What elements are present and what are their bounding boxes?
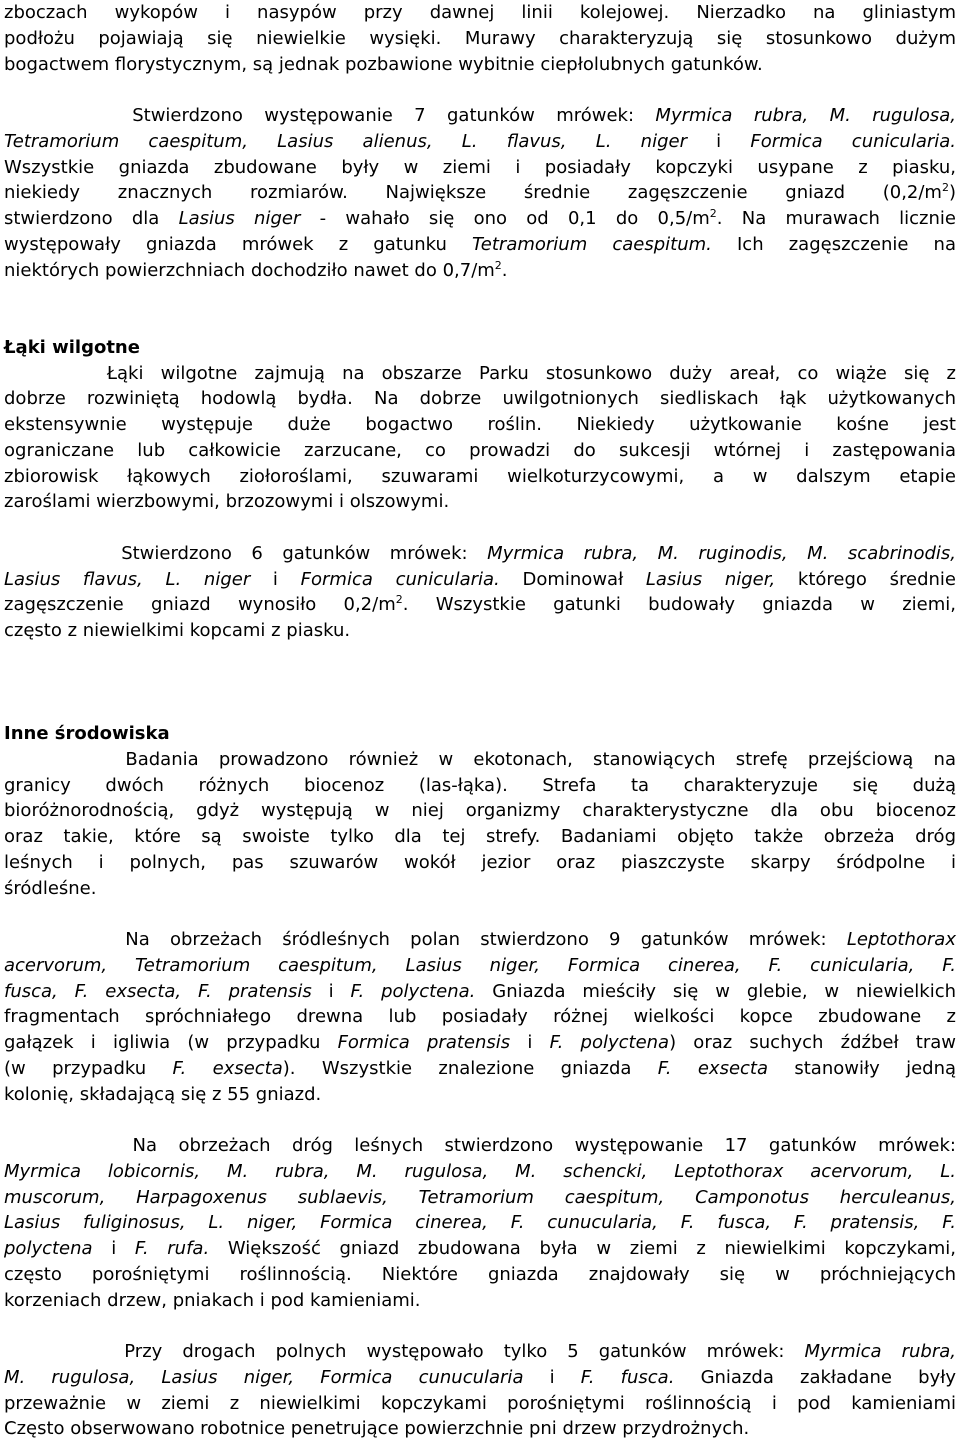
section-heading: Łąki wilgotne	[4, 336, 140, 358]
paragraph-polany	[4, 927, 956, 1107]
text-line	[4, 953, 956, 979]
text-line: bogactwem florystycznym, są jednak pozbawione wybitnie ciepłolubnych gatunków.	[4, 53, 763, 75]
text-line	[4, 1210, 956, 1236]
species-names: Tetramorium caespitum.	[472, 233, 712, 255]
text-line: stwierdzono dla Lasius niger - wahało się ono od 0,1 do $0,5/m^2$. Na murawach licznie	[4, 207, 956, 229]
text-line: zaroślami wierzbowymi, brzozowymi i olszowymi.	[4, 491, 450, 513]
text-line: fragmentach spróchniałego drewna lub posiadały różnej wielkości kopce zbudowane z	[4, 1006, 956, 1028]
text-line: ograniczane lub całkowicie zarzucane, co prowadzi do sukcesji wtórnej i zastępowania	[4, 439, 956, 461]
text-line: Stwierdzono występowanie 7 gatunków mrówek: Myrmica rubra, M. rugulosa,	[4, 105, 956, 126]
text-line: dobrze rozwiniętą hodowlą bydła. Na dobrze uwilgotnionych siedliskach łąk użytkowanych	[4, 388, 956, 410]
species-names: Lasius niger,	[645, 568, 776, 590]
paragraph-drogi-lesne	[4, 1133, 956, 1313]
text-line: korzeniach drzew, pniakach i pod kamieniami.	[4, 1289, 421, 1311]
species-names: Formica cunicularia.	[750, 130, 956, 152]
species-names: F. rufa.	[134, 1238, 210, 1259]
species-names: F. polyctena.	[350, 980, 476, 1002]
text-line: niektórych powierzchniach dochodziło nawet do $0,7/m^2$.	[4, 258, 508, 281]
text-line: zboczach wykopów i nasypów przy dawnej linii kolejowej. Nierzadko na gliniastym	[4, 2, 956, 23]
species-names: F. fusca.	[580, 1366, 675, 1388]
paragraph-inne	[4, 747, 956, 902]
text-line: granicy dwóch różnych biocenoz (las-łąka). Strefa ta charakteryzuje się dużą	[4, 774, 956, 796]
text-line: Stwierdzono 6 gatunków mrówek: Myrmica rubra, M. ruginodis, M. scabrinodis,	[4, 542, 956, 564]
text-line: Przy drogach polnych występowało tylko 5 gatunków mrówek: Myrmica rubra,	[4, 1341, 956, 1362]
text-line: ekstensywnie występuje duże bogactwo roślin. Niekiedy użytkowanie kośne jest	[4, 414, 956, 435]
species-names: Lasius fuliginosus, L. niger, Formica cinerea, F. cunucularia, F. fusca, F. pratensis, F.	[4, 1212, 956, 1234]
text-line: podłożu pojawiają się niewielkie wysięki. Murawy charakteryzują się stosunkowo dużym	[4, 27, 956, 49]
text-line: śródleśne.	[4, 877, 97, 899]
text-line: często porośniętymi roślinnością. Niektóre gniazda znajdowały się w próchniejących	[4, 1263, 956, 1285]
paragraph-drogi-polne	[4, 1339, 956, 1442]
text-line: Wszystkie gniazda zbudowane były w ziemi i posiadały kopczyki usypane z piasku,	[4, 156, 956, 178]
text-line: często z niewielkimi kopcami z piasku.	[4, 620, 351, 641]
section-heading: Inne środowiska	[4, 723, 170, 744]
text-line: Na obrzeżach dróg leśnych stwierdzono występowanie 17 gatunków mrówek:	[4, 1135, 956, 1156]
species-names: Myrmica rubra, M. rugulosa,	[655, 105, 956, 126]
text-line: oraz takie, które są swoiste tylko dla tej strefy. Badaniami objęto także obrzeża dróg	[4, 826, 956, 847]
text-line: Łąki wilgotne zajmują na obszarze Parku stosunkowo duży areał, co wiąże się z	[4, 362, 956, 384]
species-names: fusca, F. exsecta, F. pratensis	[4, 980, 312, 1002]
species-names: Tetramorium caespitum, Lasius alienus, L. flavus, L. niger	[4, 130, 687, 152]
species-names: Myrmica rubra,	[804, 1341, 956, 1362]
text-line: Na obrzeżach śródleśnych polan stwierdzono 9 gatunków mrówek: Leptothorax	[4, 929, 956, 950]
text-line: przeważnie w ziemi z niewielkimi kopczykami porośniętymi roślinnością i pod kamieniami	[4, 1392, 956, 1414]
text-line: zbiorowisk łąkowych ziołoroślami, szuwarami wielkoturzycowymi, a w dalszym etapie	[4, 465, 956, 487]
species-names: Myrmica lobicornis, M. rubra, M. rugulosa, M. schencki, Leptothorax acervorum, L.	[4, 1160, 956, 1182]
text-line	[4, 1159, 956, 1185]
text-line: niekiedy znacznych rozmiarów. Największe średnie zagęszczenie gniazd $(0,2/m^2)$	[4, 181, 956, 204]
species-names: Leptothorax	[846, 929, 956, 950]
species-names: F. polyctena	[549, 1032, 670, 1053]
text-line	[4, 1185, 956, 1211]
paragraph-murawy-cont	[4, 0, 956, 77]
text-line: (w przypadku F. exsecta). Wszystkie znalezione gniazda F. exsecta stanowiły jedną	[4, 1057, 957, 1079]
species-names: Lasius niger	[178, 208, 301, 229]
text-line: gałązek i igliwia (w przypadku Formica pratensis i F. polyctena) oraz suchych źdźbeł traw	[4, 1032, 956, 1053]
species-names: polyctena	[4, 1238, 93, 1259]
text-line: Badania prowadzono również w ekotonach, stanowiących strefę przejściową na	[4, 748, 956, 770]
paragraph-laki	[4, 361, 956, 516]
species-names: F. exsecta	[657, 1057, 769, 1079]
text-line: bioróżnorodnością, gdyż występują w niej organizmy charakterystyczne dla obu biocenoz	[4, 800, 956, 822]
species-names: Lasius flavus, L. niger	[4, 568, 251, 590]
text-line: Lasius flavus, L. niger i Formica cunicularia. Dominował Lasius niger, którego średnie	[4, 568, 956, 590]
text-line: polyctena i F. rufa. Większość gniazd zbudowana była w ziemi z niewielkimi kopczykami,	[4, 1238, 957, 1259]
text-line: M. rugulosa, Lasius niger, Formica cunucularia i F. fusca. Gniazda zakładane były	[4, 1366, 956, 1388]
paragraph-laki-ants	[4, 541, 956, 644]
species-names: Formica pratensis	[337, 1032, 511, 1053]
species-names: F. exsecta	[172, 1057, 283, 1079]
text-line: Często obserwowano robotnice penetrujące powierzchnie pni drzew przydrożnych.	[4, 1418, 750, 1440]
text-line: występowały gniazda mrówek z gatunku Tetramorium caespitum. Ich zagęszczenie na	[4, 233, 956, 255]
text-line: kolonię, składającą się z 55 gniazd.	[4, 1083, 322, 1105]
species-names: Formica cunicularia.	[300, 568, 500, 590]
text-line: zagęszczenie gniazd wynosiło $0,2/m^2$. Wszystkie gatunki budowały gniazda w ziemi,	[4, 593, 956, 616]
text-line: Tetramorium caespitum, Lasius alienus, L. flavus, L. niger i Formica cunicularia.	[4, 130, 956, 152]
paragraph-murawy-ants	[4, 103, 956, 283]
species-names: acervorum, Tetramorium caespitum, Lasius niger, Formica cinerea, F. cunicularia, F.	[4, 954, 956, 976]
text-line: fusca, F. exsecta, F. pratensis i F. polyctena. Gniazda mieściły się w glebie, w niewielkich	[4, 980, 956, 1002]
species-names: M. rugulosa, Lasius niger, Formica cunucularia	[4, 1366, 524, 1388]
species-names: Myrmica rubra, M. ruginodis, M. scabrinodis,	[487, 542, 956, 564]
species-names: muscorum, Harpagoxenus sublaevis, Tetramorium caespitum, Camponotus herculeanus,	[4, 1186, 956, 1208]
text-line: leśnych i polnych, pas szuwarów wokół jezior oraz piaszczyste skarpy śródpolne i	[4, 851, 956, 873]
